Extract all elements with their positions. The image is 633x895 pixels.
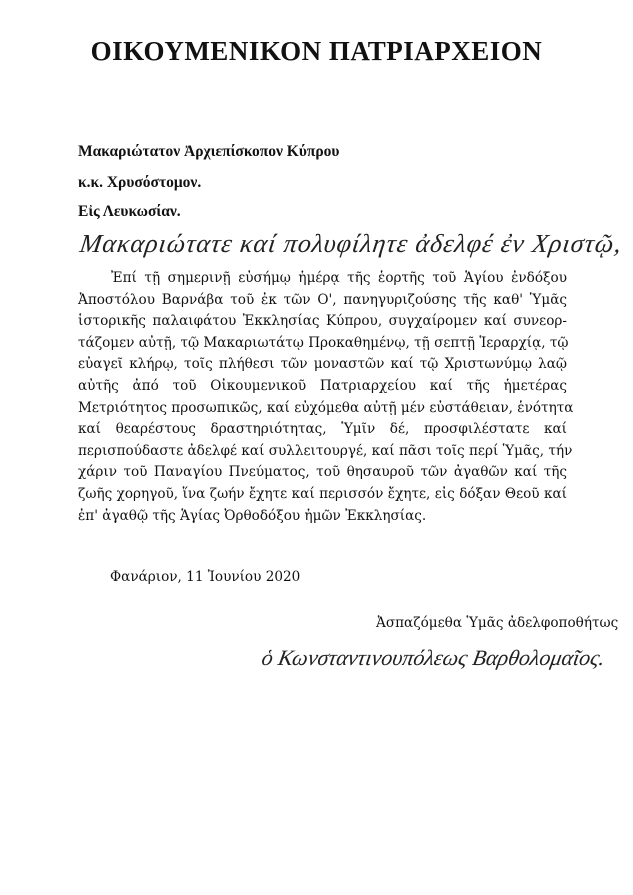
body-line: αὐτῆς ἀπό τοῦ Οἰκουμενικοῦ Πατριαρχείου καί τῆς ἡμετέρας xyxy=(78,377,567,394)
recipient-name: κ.κ. Χρυσόστομον. xyxy=(78,174,202,191)
letter-date: Φανάριον, 11 Ἰουνίου 2020 xyxy=(110,569,301,585)
body-line: τάζομεν αὐτῇ, τῷ Μακαριωτάτῳ Προκαθημένῳ, τῇ σεπτῇ Ἱεραρχίᾳ, τῷ xyxy=(78,334,569,351)
recipient-location: Εἰς Λευκωσίαν. xyxy=(78,203,181,220)
body-line: Ἐπί τῇ σημερινῇ εὐσήμῳ ἡμέρᾳ τῆς ἑορτῆς τοῦ Ἁγίου ἐνδόξου xyxy=(111,270,567,286)
body-line: χάριν τοῦ Παναγίου Πνεύματος, τοῦ θησαυροῦ τῶν ἀγαθῶν καί τῆς xyxy=(78,464,567,481)
letterhead-title: ΟΙΚΟΥΜΕΝΙΚΟΝ ΠΑΤΡΙΑΡΧΕΙΟΝ xyxy=(90,36,543,66)
body-line: περισπούδαστε ἀδελφέ καί συλλειτουργέ, καί πᾶσι τοῖς περί Ὑμᾶς, τήν xyxy=(78,442,573,459)
body-line: ζωῆς χορηγοῦ, ἵνα ζωήν ἔχητε καί περισσόν ἔχητε, εἰς δόξαν Θεοῦ καί xyxy=(78,485,567,502)
handwritten-salutation: Μακαριώτατε καί πολυφίλητε ἀδελφέ ἐν Χριστῷ, xyxy=(78,229,625,258)
recipient-line: Μακαριώτατον Ἀρχιεπίσκοπον Κύπρου xyxy=(78,143,340,160)
body-line: Ἀποστόλου Βαρνάβα τοῦ ἐκ τῶν Ο', πανηγυριζούσης τῆς καθ' Ὑμᾶς xyxy=(78,291,567,308)
letter-body xyxy=(78,268,574,527)
body-line: ἐπ' ἀγαθῷ τῆς Ἁγίας Ὀρθοδόξου ἡμῶν Ἐκκλησίας. xyxy=(78,507,427,524)
body-line: ἱστορικῆς παλαιφάτου Ἐκκλησίας Κύπρου, συγχαίρομεν καί συνεορ- xyxy=(78,313,567,330)
closing-phrase: Ἀσπαζόμεθα Ὑμᾶς ἀδελφοποθήτως xyxy=(376,615,619,631)
body-line: Μετριότητος προσωπικῶς, καί εὐχόμεθα αὐτῇ μέν εὐστάθειαν, ἑνότητα xyxy=(78,399,574,416)
body-line: καί θεαρέστους δραστηριότητας, Ὑμῖν δέ, προσφιλέστατε καί xyxy=(78,421,567,438)
handwritten-signature: ὁ Κωνσταντινουπόλεως Βαρθολομαῖος. xyxy=(259,645,608,670)
body-line: εὐαγεῖ κλήρῳ, τοῖς πλήθεσι τῶν μοναστῶν καί τῷ Χριστωνύμῳ λαῷ xyxy=(78,356,567,373)
